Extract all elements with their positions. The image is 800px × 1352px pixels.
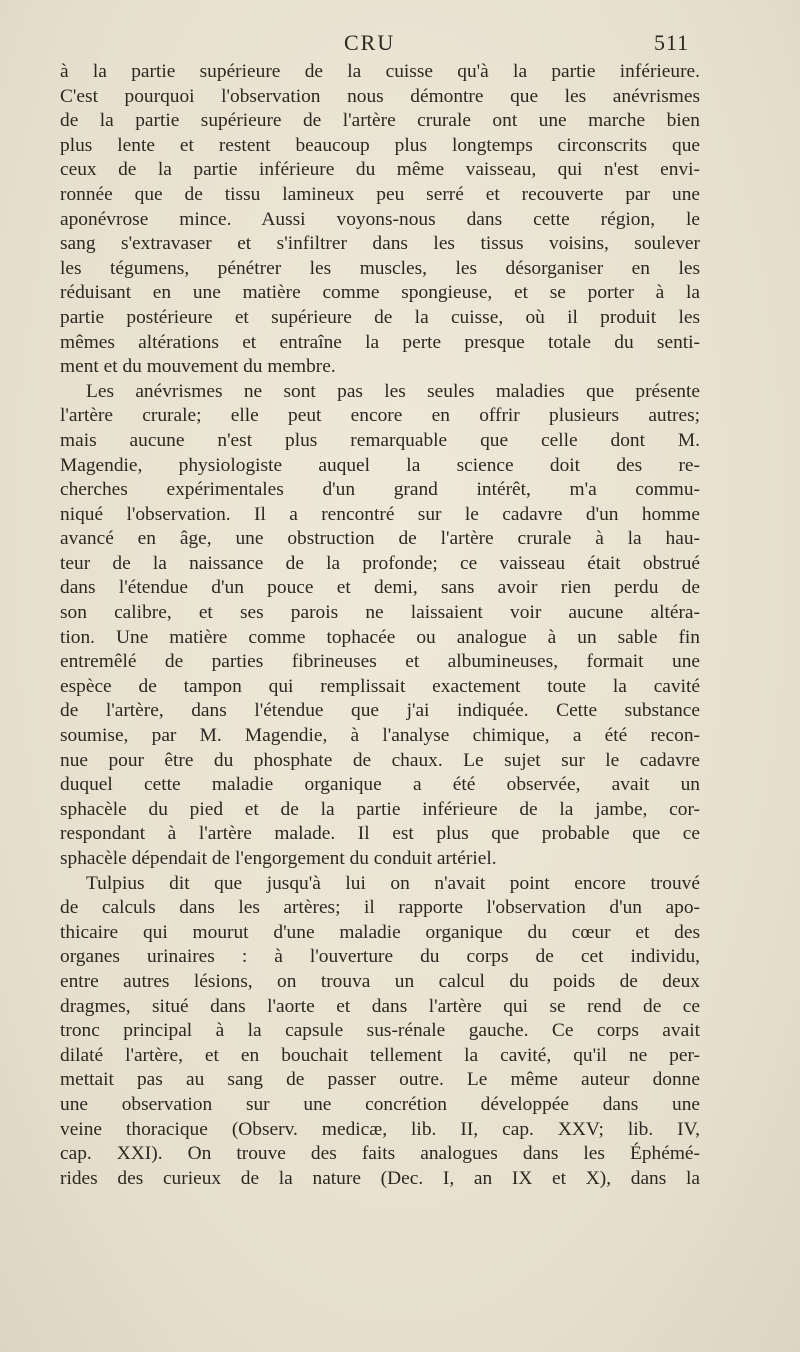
text-line: mêmes altérations et entraîne la perte presque totale du senti-: [60, 331, 700, 353]
text-line: ceux de la partie inférieure du même vaisseau, qui n'est envi-: [60, 159, 700, 181]
paragraph-3: [60, 872, 700, 1192]
text-line: plus lente et restent beaucoup plus longtemps circonscrits que: [60, 134, 700, 156]
text-line: nue pour être du phosphate de chaux. Le sujet sur le cadavre: [60, 749, 700, 771]
text-line: organes urinaires : à l'ouverture du corps de cet individu,: [60, 946, 700, 968]
text-line: à la partie supérieure de la cuisse qu'à la partie inférieure.: [60, 61, 700, 82]
text-line: rides des curieux de la nature (Dec. I, an IX et X), dans la: [60, 1167, 700, 1189]
text-line: aponévrose mince. Aussi voyons-nous dans cette région, le: [60, 208, 700, 230]
text-line: entremêlé de parties fibrineuses et albumineuses, formait une: [60, 651, 700, 673]
text-line: espèce de tampon qui remplissait exactement toute la cavité: [60, 675, 700, 697]
text-line: son calibre, et ses parois ne laissaient voir aucune altéra-: [60, 602, 700, 624]
text-line: avancé en âge, une obstruction de l'artère crurale à la hau-: [60, 528, 700, 550]
text-line: ment et du mouvement du membre.: [60, 356, 336, 378]
text-line: sphacèle du pied et de la partie inférieure de la jambe, cor-: [60, 798, 700, 820]
text-line: Les anévrismes ne sont pas les seules maladies que présente: [86, 380, 700, 402]
text-line: mettait pas au sang de passer outre. Le même auteur donne: [60, 1069, 700, 1091]
text-line: respondant à l'artère malade. Il est plus que probable que ce: [60, 823, 700, 845]
text-line: les tégumens, pénétrer les muscles, les désorganiser en les: [60, 257, 700, 279]
text-line: thicaire qui mourut d'une maladie organique du cœur et des: [60, 921, 700, 943]
text-line: Magendie, physiologiste auquel la science doit des re-: [60, 454, 700, 476]
text-line: duquel cette maladie organique a été observée, avait un: [60, 774, 700, 796]
text-line: de la partie supérieure de l'artère crurale ont une marche bien: [60, 110, 700, 132]
text-line: niqué l'observation. Il a rencontré sur le cadavre d'un homme: [60, 503, 700, 525]
text-line: de calculs dans les artères; il rapporte l'observation d'un apo-: [60, 897, 700, 919]
page-number: 511: [654, 30, 690, 55]
text-line: ronnée que de tissu lamineux peu serré et recouverte par une: [60, 183, 700, 205]
text-line: dans l'étendue d'un pouce et demi, sans avoir rien perdu de: [60, 577, 700, 599]
running-title: CRU: [344, 30, 396, 55]
text-line: veine thoracique (Observ. medicæ, lib. II, cap. XXV; lib. IV,: [60, 1118, 700, 1140]
text-line: tion. Une matière comme tophacée ou analogue à un sable fin: [60, 626, 700, 648]
text-line: cap. XXI). On trouve des faits analogues dans les Éphémé-: [60, 1143, 700, 1165]
text-line: une observation sur une concrétion développée dans une: [60, 1093, 700, 1115]
running-head: [0, 30, 800, 60]
text-line: dilaté l'artère, et en bouchait tellement la cavité, qu'il ne per-: [60, 1044, 700, 1066]
text-line: Tulpius dit que jusqu'à lui on n'avait point encore trouvé: [86, 872, 700, 894]
text-line: soumise, par M. Magendie, à l'analyse chimique, a été recon-: [60, 725, 700, 747]
paragraph-1: [60, 60, 700, 380]
text-line: sphacèle dépendait de l'engorgement du conduit artériel.: [60, 848, 497, 869]
text-line: cherches expérimentales d'un grand intérêt, m'a commu-: [60, 479, 700, 501]
text-line: C'est pourquoi l'observation nous démontre que les anévrismes: [60, 85, 700, 107]
text-line: teur de la naissance de la profonde; ce vaisseau était obstrué: [60, 552, 700, 574]
text-line: l'artère crurale; elle peut encore en offrir plusieurs autres;: [60, 405, 700, 427]
text-line: sang s'extravaser et s'infiltrer dans les tissus voisins, soulever: [60, 233, 700, 255]
text-line: de l'artère, dans l'étendue que j'ai indiquée. Cette substance: [60, 700, 700, 722]
body-text: [60, 60, 700, 1191]
text-line: mais aucune n'est plus remarquable que celle dont M.: [60, 429, 700, 451]
text-line: partie postérieure et supérieure de la cuisse, où il produit les: [60, 306, 700, 328]
text-line: dragmes, situé dans l'aorte et dans l'artère qui se rend de ce: [60, 995, 700, 1017]
text-line: entre autres lésions, on trouva un calcul du poids de deux: [60, 970, 700, 992]
text-line: tronc principal à la capsule sus-rénale gauche. Ce corps avait: [60, 1020, 700, 1042]
paragraph-2: [60, 380, 700, 872]
text-line: réduisant en une matière comme spongieuse, et se porter à la: [60, 282, 700, 304]
